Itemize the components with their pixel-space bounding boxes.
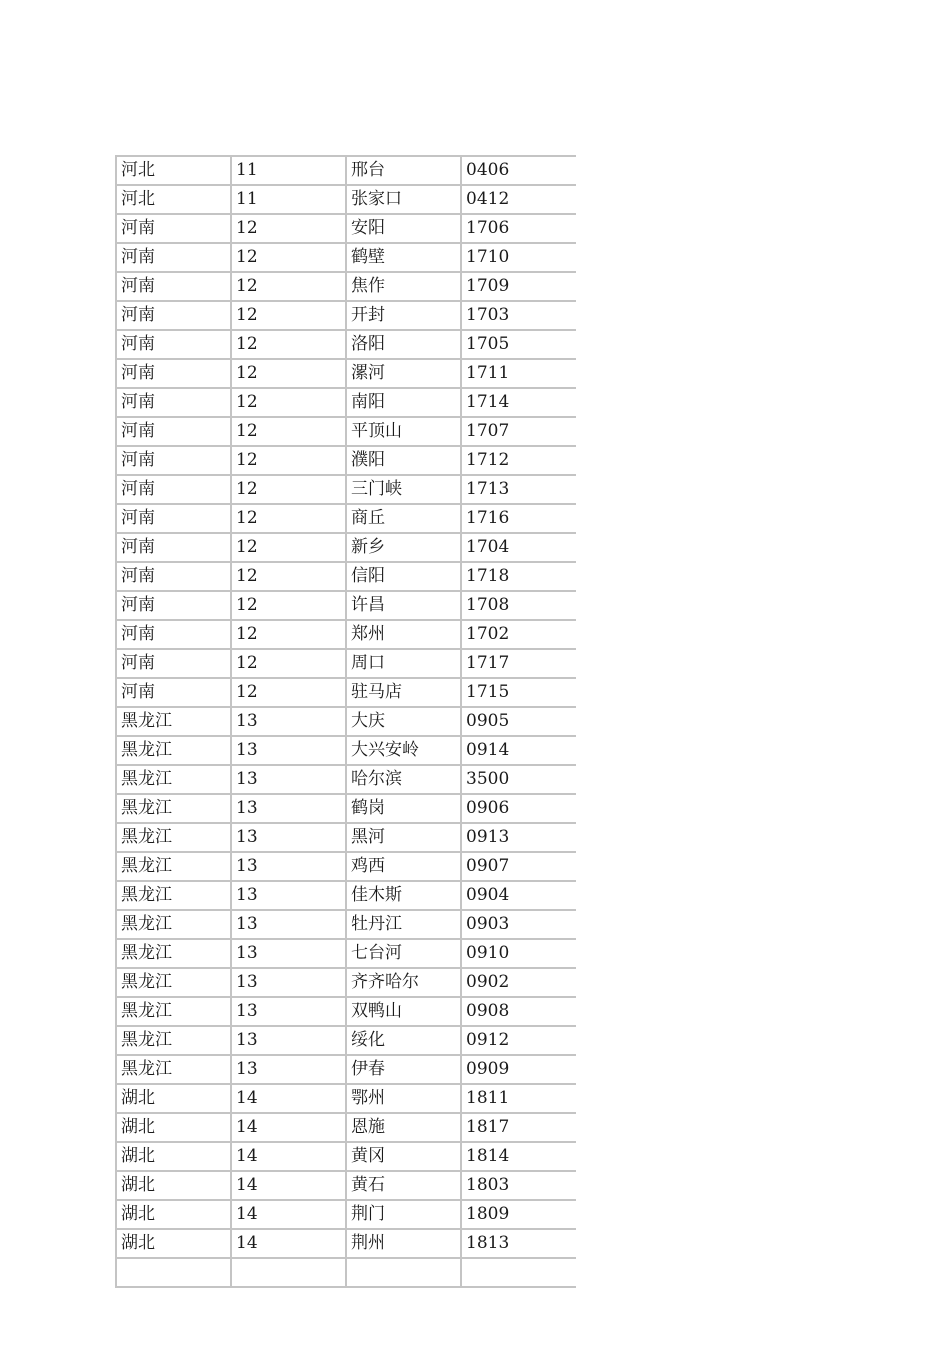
table-row — [116, 736, 576, 765]
table-row — [116, 620, 576, 649]
table-row — [116, 939, 576, 968]
city-code-cell: 1803 — [461, 1171, 576, 1200]
city-cell — [346, 1258, 461, 1287]
province-cell: 河南 — [116, 591, 231, 620]
city-code-cell: 1713 — [461, 475, 576, 504]
city-code-cell: 1709 — [461, 272, 576, 301]
province-code-cell: 12 — [231, 533, 346, 562]
city-cell: 齐齐哈尔 — [346, 968, 461, 997]
city-code-cell: 1814 — [461, 1142, 576, 1171]
city-cell: 七台河 — [346, 939, 461, 968]
table-row — [116, 794, 576, 823]
province-cell: 河南 — [116, 620, 231, 649]
table-row — [116, 649, 576, 678]
city-code-cell: 0907 — [461, 852, 576, 881]
city-cell: 鹤壁 — [346, 243, 461, 272]
province-cell: 湖北 — [116, 1142, 231, 1171]
city-code-cell: 1716 — [461, 504, 576, 533]
province-cell: 河南 — [116, 533, 231, 562]
city-cell: 邢台 — [346, 156, 461, 185]
city-cell: 哈尔滨 — [346, 765, 461, 794]
province-code-cell — [231, 1258, 346, 1287]
province-cell: 河南 — [116, 504, 231, 533]
city-cell: 伊春 — [346, 1055, 461, 1084]
province-code-cell: 13 — [231, 707, 346, 736]
table-row — [116, 156, 576, 185]
province-code-cell: 13 — [231, 1055, 346, 1084]
city-cell: 南阳 — [346, 388, 461, 417]
city-cell: 鹤岗 — [346, 794, 461, 823]
city-code-cell: 0412 — [461, 185, 576, 214]
province-code-cell: 13 — [231, 852, 346, 881]
table-row — [116, 765, 576, 794]
province-code-cell: 14 — [231, 1171, 346, 1200]
province-cell: 湖北 — [116, 1084, 231, 1113]
province-code-cell: 13 — [231, 1026, 346, 1055]
province-code-cell: 12 — [231, 330, 346, 359]
city-code-cell — [461, 1258, 576, 1287]
city-code-cell: 0904 — [461, 881, 576, 910]
province-code-cell: 11 — [231, 185, 346, 214]
province-cell: 黑龙江 — [116, 1055, 231, 1084]
province-code-cell: 14 — [231, 1084, 346, 1113]
table-row — [116, 301, 576, 330]
table-row — [116, 359, 576, 388]
table-row — [116, 707, 576, 736]
province-cell: 河南 — [116, 214, 231, 243]
city-code-cell: 1809 — [461, 1200, 576, 1229]
city-code-cell: 1715 — [461, 678, 576, 707]
province-code-cell: 14 — [231, 1142, 346, 1171]
province-cell: 湖北 — [116, 1171, 231, 1200]
province-cell: 黑龙江 — [116, 881, 231, 910]
province-code-cell: 13 — [231, 910, 346, 939]
city-code-cell: 1706 — [461, 214, 576, 243]
table-row — [116, 243, 576, 272]
city-cell: 大庆 — [346, 707, 461, 736]
province-code-cell: 13 — [231, 794, 346, 823]
city-code-cell: 1711 — [461, 359, 576, 388]
city-cell: 郑州 — [346, 620, 461, 649]
city-cell: 三门峡 — [346, 475, 461, 504]
province-code-cell: 13 — [231, 997, 346, 1026]
city-cell: 新乡 — [346, 533, 461, 562]
table-row — [116, 330, 576, 359]
city-cell: 驻马店 — [346, 678, 461, 707]
city-cell: 焦作 — [346, 272, 461, 301]
province-cell: 河南 — [116, 330, 231, 359]
province-code-cell: 14 — [231, 1200, 346, 1229]
region-code-table — [115, 155, 576, 1288]
table-row — [116, 417, 576, 446]
region-code-table-container — [115, 155, 576, 1345]
city-code-cell: 0908 — [461, 997, 576, 1026]
city-cell: 许昌 — [346, 591, 461, 620]
city-code-cell: 0910 — [461, 939, 576, 968]
province-cell: 黑龙江 — [116, 736, 231, 765]
table-row — [116, 823, 576, 852]
province-cell: 黑龙江 — [116, 765, 231, 794]
city-cell: 濮阳 — [346, 446, 461, 475]
province-cell: 河南 — [116, 446, 231, 475]
city-cell: 双鸭山 — [346, 997, 461, 1026]
city-code-cell: 0909 — [461, 1055, 576, 1084]
city-cell: 安阳 — [346, 214, 461, 243]
province-code-cell: 12 — [231, 388, 346, 417]
province-code-cell: 13 — [231, 939, 346, 968]
province-code-cell: 12 — [231, 562, 346, 591]
table-row — [116, 1200, 576, 1229]
city-cell: 黄冈 — [346, 1142, 461, 1171]
table-row — [116, 1026, 576, 1055]
city-code-cell: 0406 — [461, 156, 576, 185]
city-code-cell: 1813 — [461, 1229, 576, 1258]
city-cell: 开封 — [346, 301, 461, 330]
city-cell: 周口 — [346, 649, 461, 678]
city-code-cell: 1704 — [461, 533, 576, 562]
province-cell: 黑龙江 — [116, 852, 231, 881]
city-code-cell: 1718 — [461, 562, 576, 591]
province-code-cell: 12 — [231, 359, 346, 388]
table-row — [116, 504, 576, 533]
table-row — [116, 678, 576, 707]
table-row — [116, 1084, 576, 1113]
city-cell: 黑河 — [346, 823, 461, 852]
city-code-cell: 1717 — [461, 649, 576, 678]
province-code-cell: 12 — [231, 620, 346, 649]
province-cell: 河南 — [116, 359, 231, 388]
province-cell: 黑龙江 — [116, 707, 231, 736]
province-cell: 湖北 — [116, 1229, 231, 1258]
province-code-cell: 12 — [231, 475, 346, 504]
province-code-cell: 12 — [231, 301, 346, 330]
province-cell: 湖北 — [116, 1113, 231, 1142]
table-row — [116, 852, 576, 881]
province-code-cell: 13 — [231, 823, 346, 852]
table-row — [116, 185, 576, 214]
city-cell: 绥化 — [346, 1026, 461, 1055]
city-code-cell: 0903 — [461, 910, 576, 939]
city-cell: 黄石 — [346, 1171, 461, 1200]
city-code-cell: 1710 — [461, 243, 576, 272]
city-cell: 牡丹江 — [346, 910, 461, 939]
province-code-cell: 14 — [231, 1113, 346, 1142]
city-cell: 大兴安岭 — [346, 736, 461, 765]
city-cell: 恩施 — [346, 1113, 461, 1142]
province-code-cell: 12 — [231, 649, 346, 678]
table-row — [116, 997, 576, 1026]
table-row — [116, 1142, 576, 1171]
city-cell: 平顶山 — [346, 417, 461, 446]
province-code-cell: 12 — [231, 417, 346, 446]
table-row — [116, 1258, 576, 1287]
table-row — [116, 1171, 576, 1200]
province-code-cell: 12 — [231, 272, 346, 301]
province-cell: 河南 — [116, 562, 231, 591]
province-cell: 黑龙江 — [116, 939, 231, 968]
province-code-cell: 12 — [231, 214, 346, 243]
table-row — [116, 968, 576, 997]
province-code-cell: 14 — [231, 1229, 346, 1258]
city-code-cell: 1703 — [461, 301, 576, 330]
province-cell: 河南 — [116, 243, 231, 272]
province-code-cell: 13 — [231, 881, 346, 910]
city-code-cell: 0913 — [461, 823, 576, 852]
table-row — [116, 214, 576, 243]
province-cell — [116, 1258, 231, 1287]
province-cell: 黑龙江 — [116, 910, 231, 939]
province-cell: 湖北 — [116, 1200, 231, 1229]
province-cell: 河北 — [116, 185, 231, 214]
city-code-cell: 1714 — [461, 388, 576, 417]
province-cell: 河南 — [116, 475, 231, 504]
province-cell: 河南 — [116, 678, 231, 707]
city-code-cell: 0902 — [461, 968, 576, 997]
table-row — [116, 533, 576, 562]
table-row — [116, 562, 576, 591]
city-code-cell: 1707 — [461, 417, 576, 446]
province-code-cell: 13 — [231, 765, 346, 794]
province-code-cell: 12 — [231, 243, 346, 272]
city-cell: 佳木斯 — [346, 881, 461, 910]
city-code-cell: 1708 — [461, 591, 576, 620]
province-cell: 河南 — [116, 388, 231, 417]
city-cell: 漯河 — [346, 359, 461, 388]
city-code-cell: 1817 — [461, 1113, 576, 1142]
province-cell: 河南 — [116, 649, 231, 678]
city-cell: 商丘 — [346, 504, 461, 533]
city-code-cell: 0914 — [461, 736, 576, 765]
city-code-cell: 1712 — [461, 446, 576, 475]
province-cell: 河南 — [116, 417, 231, 446]
province-code-cell: 12 — [231, 504, 346, 533]
province-cell: 河北 — [116, 156, 231, 185]
table-row — [116, 910, 576, 939]
city-cell: 张家口 — [346, 185, 461, 214]
city-code-cell: 1702 — [461, 620, 576, 649]
province-code-cell: 11 — [231, 156, 346, 185]
table-row — [116, 475, 576, 504]
province-code-cell: 12 — [231, 446, 346, 475]
city-code-cell: 3500 — [461, 765, 576, 794]
table-row — [116, 388, 576, 417]
province-code-cell: 12 — [231, 678, 346, 707]
city-cell: 荆门 — [346, 1200, 461, 1229]
table-row — [116, 1229, 576, 1258]
table-row — [116, 272, 576, 301]
province-code-cell: 12 — [231, 591, 346, 620]
province-code-cell: 13 — [231, 968, 346, 997]
province-cell: 黑龙江 — [116, 997, 231, 1026]
province-cell: 黑龙江 — [116, 823, 231, 852]
table-row — [116, 1113, 576, 1142]
city-code-cell: 0905 — [461, 707, 576, 736]
table-row — [116, 1055, 576, 1084]
province-cell: 黑龙江 — [116, 968, 231, 997]
province-code-cell: 13 — [231, 736, 346, 765]
province-cell: 河南 — [116, 272, 231, 301]
city-cell: 鸡西 — [346, 852, 461, 881]
province-cell: 河南 — [116, 301, 231, 330]
table-row — [116, 881, 576, 910]
city-cell: 荆州 — [346, 1229, 461, 1258]
table-row — [116, 591, 576, 620]
city-cell: 鄂州 — [346, 1084, 461, 1113]
city-cell: 信阳 — [346, 562, 461, 591]
province-cell: 黑龙江 — [116, 794, 231, 823]
city-cell: 洛阳 — [346, 330, 461, 359]
city-code-cell: 0912 — [461, 1026, 576, 1055]
city-code-cell: 0906 — [461, 794, 576, 823]
province-cell: 黑龙江 — [116, 1026, 231, 1055]
city-code-cell: 1705 — [461, 330, 576, 359]
table-row — [116, 446, 576, 475]
city-code-cell: 1811 — [461, 1084, 576, 1113]
table-body — [116, 156, 576, 1287]
